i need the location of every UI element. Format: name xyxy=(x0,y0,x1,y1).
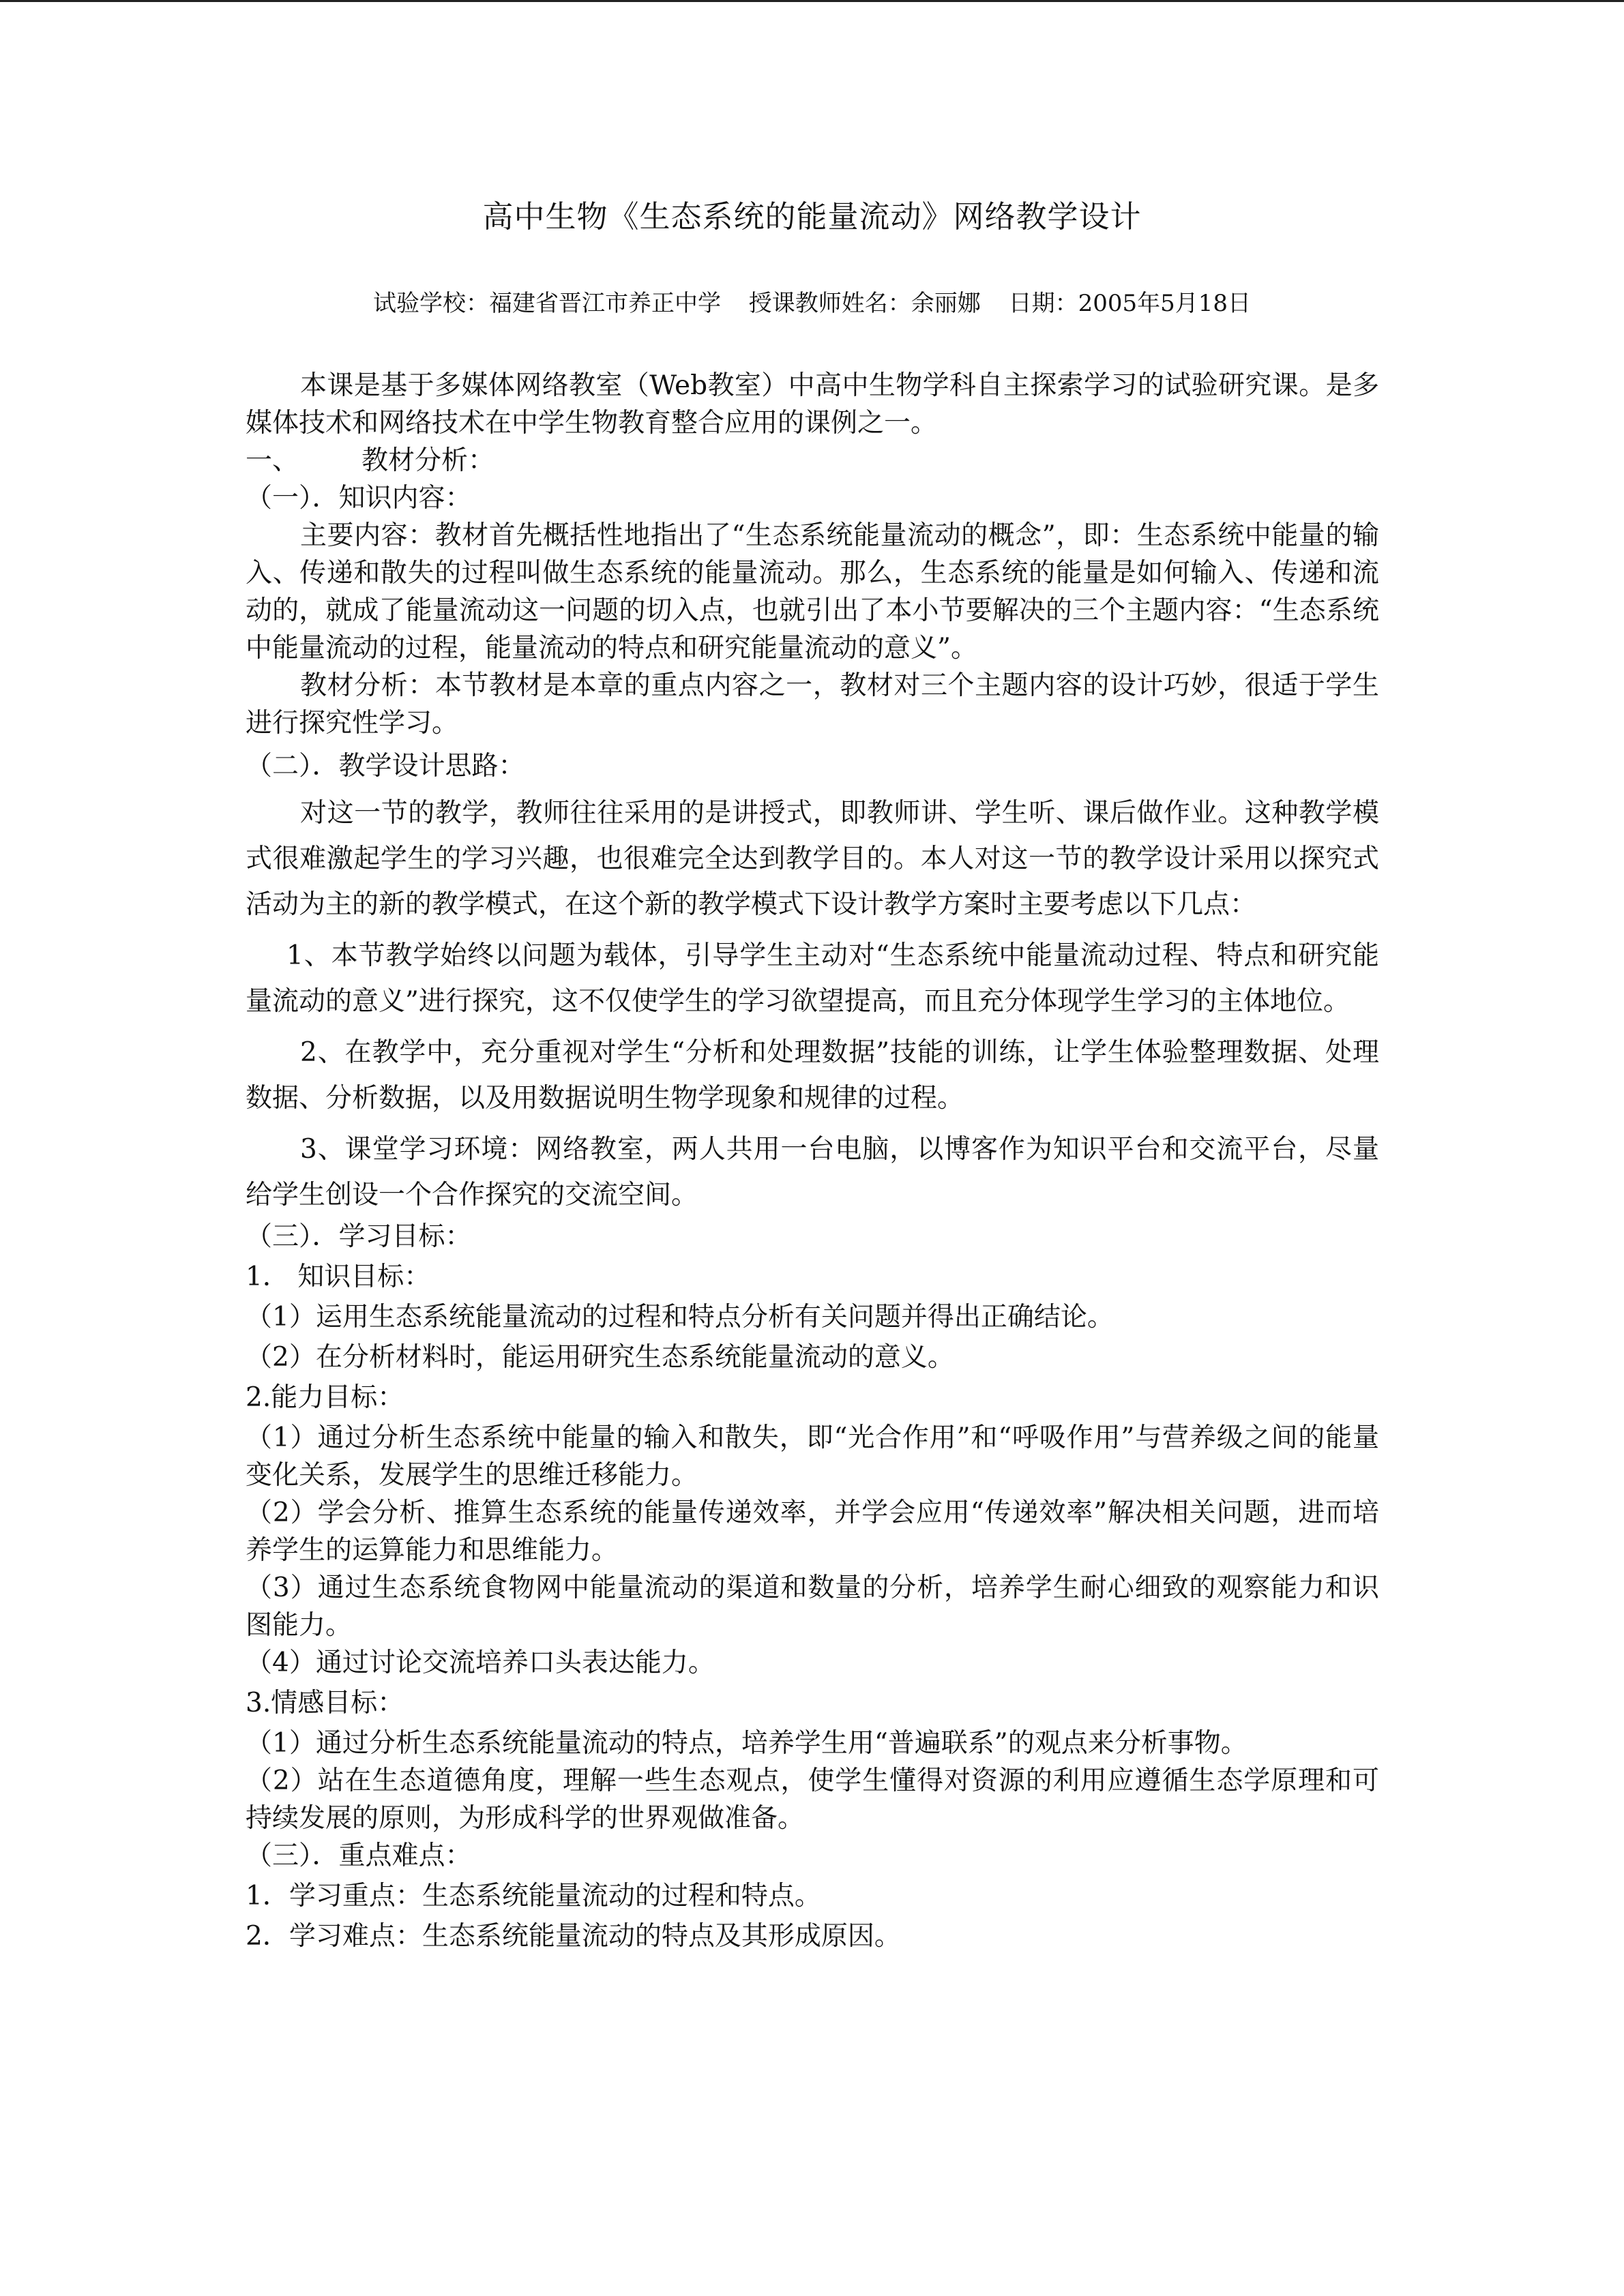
emotion-goal-1: （1）通过分析生态系统能量流动的特点，培养学生用“普遍联系”的观点来分析事物。 xyxy=(246,1728,1247,1759)
emotion-goal-2: （2）站在生态道德角度，理解一些生态观点，使学生懂得对资源的利用应遵循生态学原理和可持续发展的原则，为形成科学的世界观做准备。 xyxy=(246,1765,1379,1834)
intro-paragraph: 本课是基于多媒体网络教室（Web教室）中高中生物学科自主探索学习的试验研究课。是多媒体技术和网络技术在中学生物教育整合应用的课例之一。 xyxy=(246,370,1379,438)
ability-goal-3: （3）通过生态系统食物网中能量流动的渠道和数量的分析，培养学生耐心细致的观察能力和识图能力。 xyxy=(246,1572,1379,1641)
page-top-border xyxy=(0,0,1624,2)
ability-goal-2: （2）学会分析、推算生态系统的能量传递效率，并学会应用“传递效率”解决相关问题，进而培养学生的运算能力和思维能力。 xyxy=(246,1497,1379,1566)
difficulty-item: 2．学习难点：生态系统能量流动的特点及其形成原因。 xyxy=(246,1921,901,1952)
main-content-paragraph: 主要内容：教材首先概括性地指出了“生态系统能量流动的概念”，即：生态系统中能量的输入、传递和散失的过程叫做生态系统的能量流动。那么，生态系统的能量是如何输入、传递和流动的，就成了能量流动这一问题的切入点，也就引出了本小节要解决的三个主题内容：“生态系统中能量流动的过程，能量流动的特点和研究能量流动的意义”。 xyxy=(246,520,1379,664)
part-heading-learning-goals: （三）．学习目标： xyxy=(246,1221,472,1252)
document-meta xyxy=(0,286,1624,320)
knowledge-goal-1: （1）运用生态系统能量流动的过程和特点分析有关问题并得出正确结论。 xyxy=(246,1302,1114,1332)
document-title: 高中生物《生态系统的能量流动》网络教学设计 xyxy=(482,198,1142,235)
emotion-goals-heading: 3.情感目标： xyxy=(246,1688,404,1718)
design-point-1: 1、本节教学始终以问题为载体，引导学生主动对“生态系统中能量流动过程、特点和研究能量流动的意义”进行探究，这不仅使学生的学习欲望提高，而且充分体现学生学习的主体地位。 xyxy=(246,940,1379,1017)
ability-goals-heading: 2.能力目标： xyxy=(246,1382,404,1413)
design-intro-paragraph: 对这一节的教学，教师往往采用的是讲授式，即教师讲、学生听、课后做作业。这种教学模式很难激起学生的学习兴趣，也很难完全达到教学目的。本人对这一节的教学设计采用以探究式活动为主的新的教学模式，在这个新的教学模式下设计教学方案时主要考虑以下几点： xyxy=(246,798,1379,920)
section-label: 教材分析： xyxy=(361,445,495,476)
ability-goal-4: （4）通过讨论交流培养口头表达能力。 xyxy=(246,1648,715,1678)
ability-goal-1: （1）通过分析生态系统中能量的输入和散失，即“光合作用”和“呼吸作用”与营养级之间的能量变化关系，发展学生的思维迁移能力。 xyxy=(246,1422,1379,1491)
part-heading-design-thinking: （二）．教学设计思路： xyxy=(246,751,525,781)
part-heading-knowledge-content: （一）．知识内容： xyxy=(246,483,472,513)
knowledge-goal-2: （2）在分析材料时，能运用研究生态系统能量流动的意义。 xyxy=(246,1342,954,1373)
meta-school: 试验学校：福建省晋江市养正中学 xyxy=(372,290,721,317)
meta-date: 日期：2005年5月18日 xyxy=(1008,290,1252,317)
design-point-3: 3、课堂学习环境：网络教室，两人共用一台电脑，以博客作为知识平台和交流平台，尽量给学生创设一个合作探究的交流空间。 xyxy=(246,1134,1379,1210)
material-analysis-paragraph: 教材分析：本节教材是本章的重点内容之一，教材对三个主题内容的设计巧妙，很适于学生进行探究性学习。 xyxy=(246,670,1379,739)
key-point-item: 1．学习重点：生态系统能量流动的过程和特点。 xyxy=(246,1881,821,1911)
document-body xyxy=(246,367,1379,1955)
section-heading-1 xyxy=(246,442,1379,479)
section-number: 一、 xyxy=(246,445,299,476)
knowledge-goals-heading: 1． 知识目标： xyxy=(246,1262,431,1292)
part-heading-key-points: （三）．重点难点： xyxy=(246,1840,472,1871)
meta-teacher: 授课教师姓名：余丽娜 xyxy=(748,290,981,317)
design-point-2: 2、在教学中，充分重视对学生“分析和处理数据”技能的训练，让学生体验整理数据、处理数据、分析数据，以及用数据说明生物学现象和规律的过程。 xyxy=(246,1037,1379,1114)
